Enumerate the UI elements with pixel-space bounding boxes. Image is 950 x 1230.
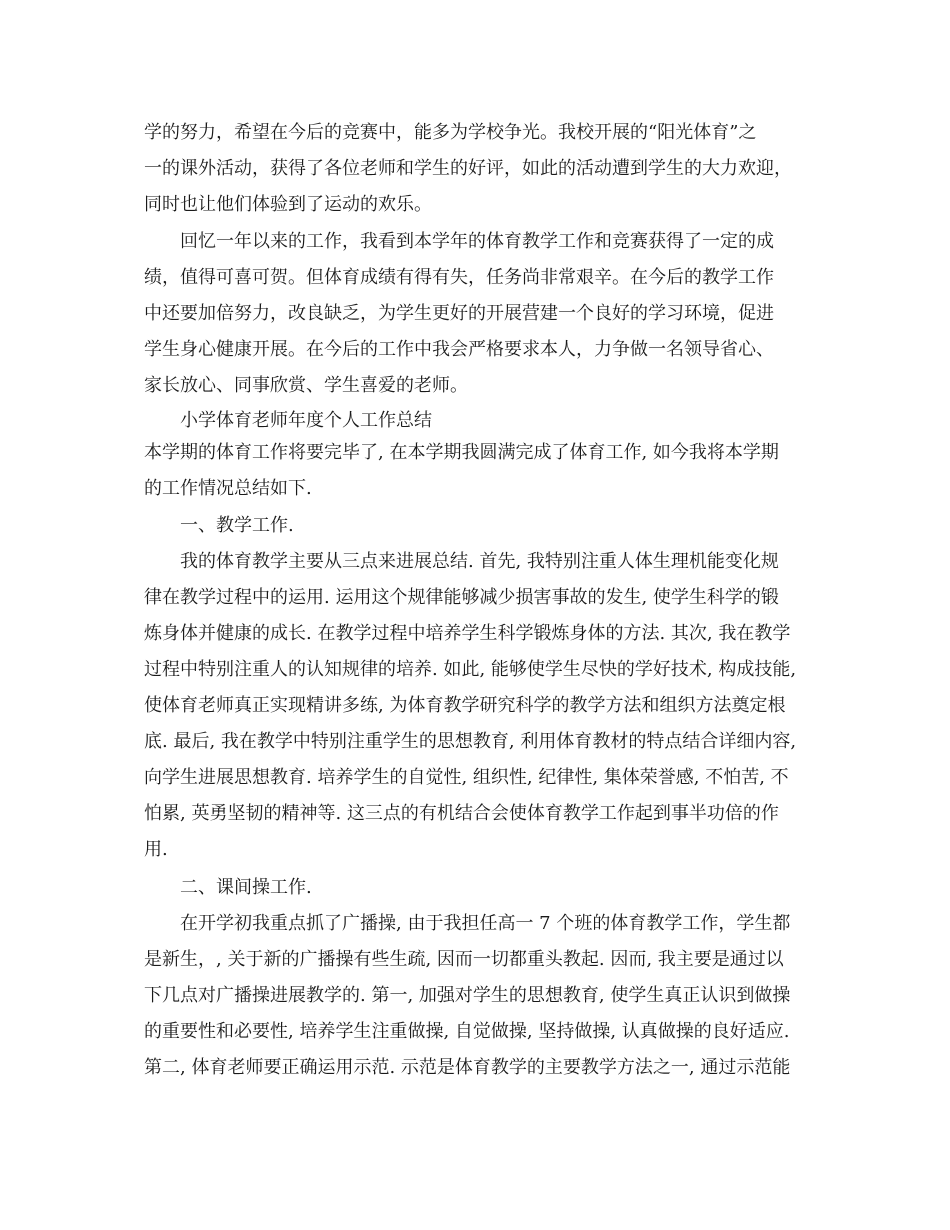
paragraph-line: 学生身心健康开展。在今后的工作中我会严格要求本人，力争做一名领导省心、 [144, 339, 774, 360]
paragraph-line: 律在教学过程中的运用. 运用这个规律能够减少损害事故的发生, 使学生科学的锻 [144, 587, 779, 608]
paragraph-line: 第二, 体育老师要正确运用示范. 示范是体育教学的主要教学方法之一, 通过示范能 [144, 1057, 791, 1078]
paragraph-line: 绩，值得可喜可贺。但体育成绩有得有失，任务尚非常艰辛。在今后的教学工作 [144, 267, 774, 288]
paragraph-line: 用. [144, 839, 168, 860]
paragraph-line: 中还要加倍努力，改良缺乏，为学生更好的开展营建一个良好的学习环境，促进 [144, 303, 774, 324]
paragraph-line: 的工作情况总结如下. [144, 478, 312, 499]
paragraph-line: 怕累, 英勇坚韧的精神等. 这三点的有机结合会使体育教学工作起到事半功倍的作 [144, 803, 779, 824]
paragraph-line: 的重要性和必要性, 培养学生注重做操, 自觉做操, 坚持做操, 认真做操的良好适应. [144, 1021, 790, 1042]
section-heading: 一、教学工作. [180, 515, 294, 536]
paragraph-line: 学的努力，希望在今后的竞赛中，能多为学校争光。我校开展的“阳光体育”之 [144, 122, 757, 143]
paragraph-line: 底. 最后, 我在教学中特别注重学生的思想教育, 利用体育教材的特点结合详细内容, [144, 731, 797, 752]
paragraph-line: 一的课外活动，获得了各位老师和学生的好评，如此的活动遭到学生的大力欢迎， [144, 158, 792, 179]
paragraph-line: 家长放心、同事欣赏、学生喜爱的老师。 [144, 375, 468, 396]
paragraph-line: 回忆一年以来的工作，我看到本学年的体育教学工作和竞赛获得了一定的成 [180, 231, 774, 252]
paragraph-line: 在开学初我重点抓了广播操, 由于我担任高一 7 个班的体育教学工作，学生都 [180, 913, 791, 934]
paragraph-line: 使体育老师真正实现精讲多练, 为体育教学研究科学的教学方法和组织方法奠定根 [144, 695, 786, 716]
paragraph-line: 向学生进展思想教育. 培养学生的自觉性, 组织性, 纪律性, 集体荣誉感, 不怕苦, 不 [144, 767, 789, 788]
paragraph-line: 炼身体并健康的成长. 在教学过程中培养学生科学锻炼身体的方法. 其次, 我在教学 [144, 623, 791, 644]
paragraph-line: 同时也让他们体验到了运动的欢乐。 [144, 194, 432, 215]
section-heading: 二、课间操工作. [180, 877, 312, 898]
paragraph-line: 下几点对广播操进展教学的. 第一, 加强对学生的思想教育, 使学生真正认识到做操 [144, 985, 791, 1006]
paragraph-line: 我的体育教学主要从三点来进展总结. 首先, 我特别注重人体生理机能变化规 [180, 551, 779, 572]
paragraph-line: 是新生，, 关于新的广播操有些生疏, 因而一切都重头教起. 因而, 我主要是通过以 [144, 949, 784, 970]
paragraph-line: 过程中特别注重人的认知规律的培养. 如此, 能够使学生尽快的学好技术, 构成技能, [144, 659, 797, 680]
paragraph-line: 本学期的体育工作将要完毕了, 在本学期我圆满完成了体育工作, 如今我将本学期 [144, 442, 779, 463]
document-title: 小学体育老师年度个人工作总结 [180, 410, 432, 431]
